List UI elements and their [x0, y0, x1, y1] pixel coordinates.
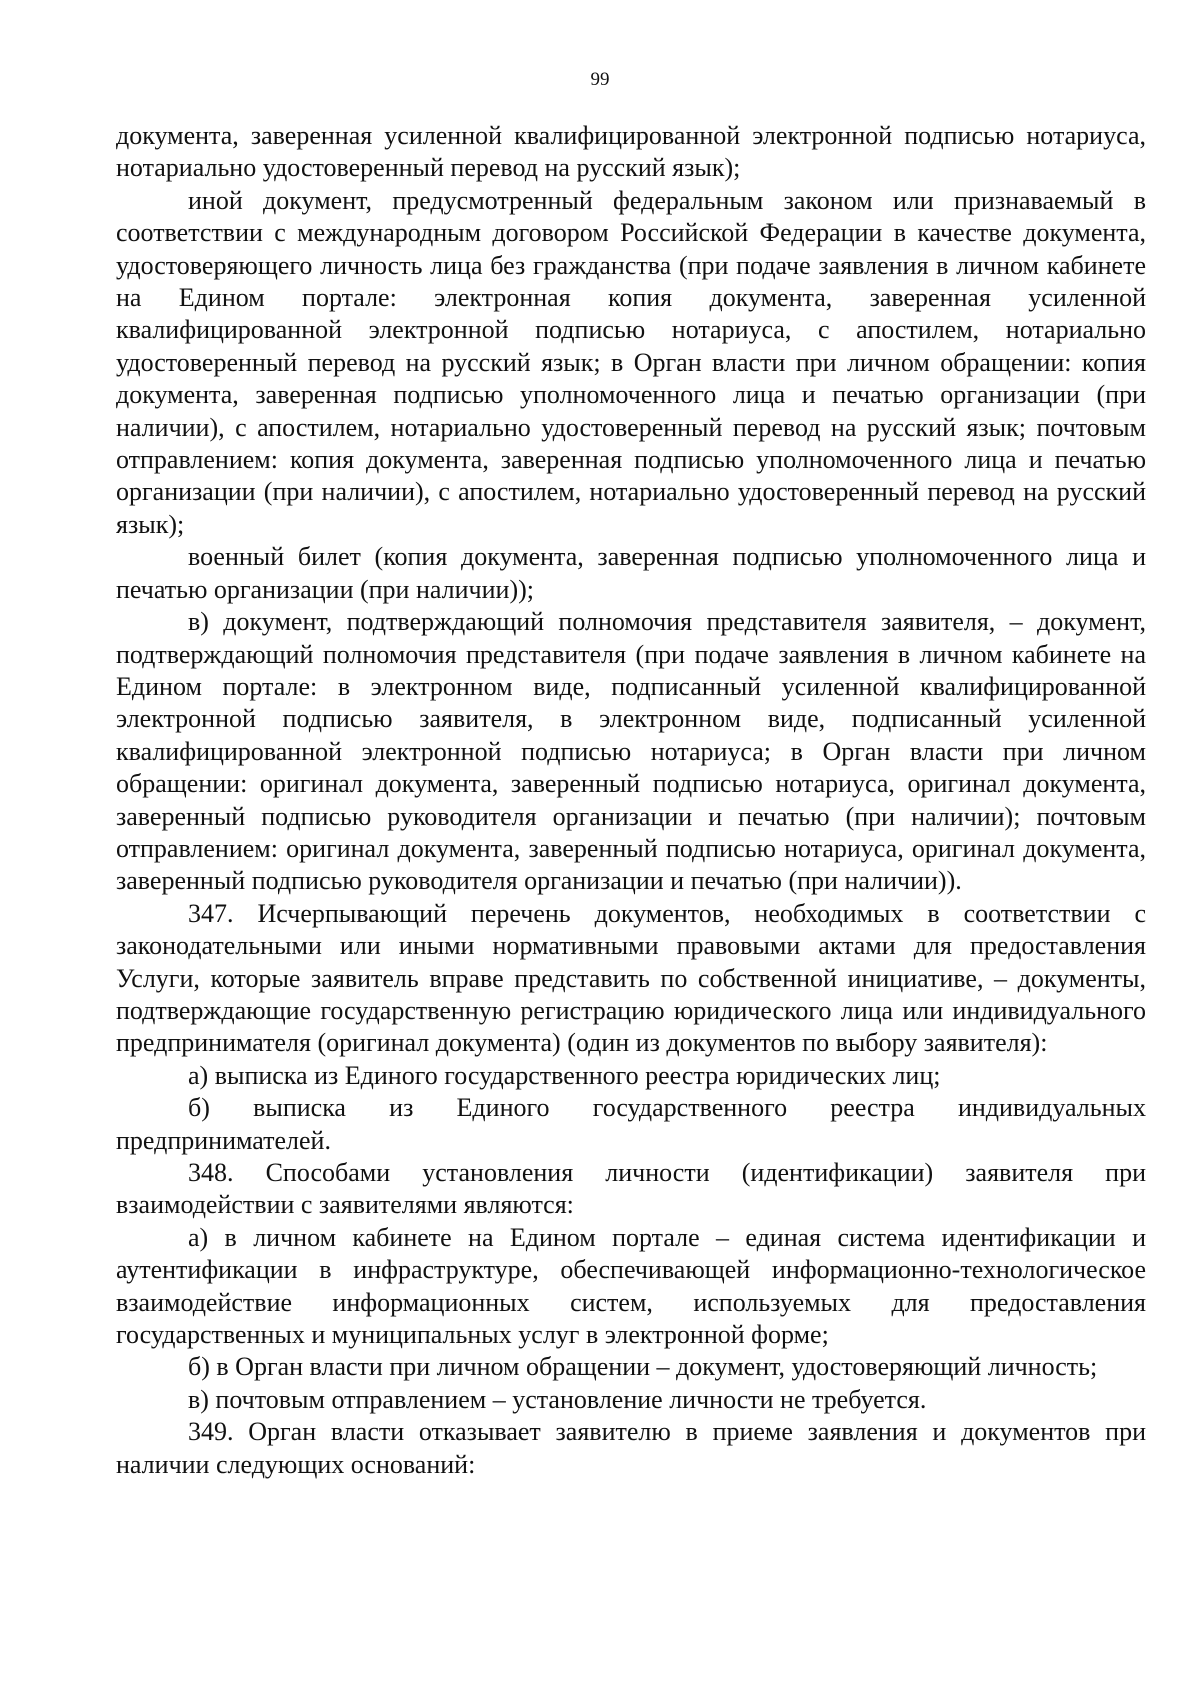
paragraph-representative-authority: в) документ, подтверждающий полномочия представителя заявителя, – документ, подтверждающий полномочия представителя (при подаче заявления в личном кабинете на Едином портале: в электронном виде, подписанный усиленной квалифицированной электронной подписью заявителя, в электронном виде, подписанный усиленной квалифицированной электронной подписью нотариуса; в Орган власти при личном обращении: оригинал документа, заверенный подписью нотариуса, оригинал документа, заверенный подписью руководителя организации и печатью (при наличии); почтовым отправлением: оригинал документа, заверенный подписью нотариуса, оригинал документа, заверенный подписью руководителя организации и печатью (при наличии)).: [116, 607, 1146, 896]
paragraph-347: 347. Исчерпывающий перечень документов, необходимых в соответствии с законодательными или иными нормативными правовыми актами для предоставления Услуги, которые заявитель вправе представить по собственной инициативе, – документы, подтверждающие государственную регистрацию юридического лица или индивидуального предпринимателя (оригинал документа) (один из документов по выбору заявителя):: [116, 898, 1146, 1058]
paragraph-347-b: б) выписка из Единого государственного реестра индивидуальных предпринимателей.: [116, 1093, 1146, 1155]
paragraph-348-a: а) в личном кабинете на Едином портале – единая система идентификации и аутентификации в инфраструктуре, обеспечивающей информационно-технологическое взаимодействие информационных систем, используемых для предоставления государственных и муниципальных услуг в электронной форме;: [116, 1222, 1146, 1350]
paragraph-military-id: военный билет (копия документа, заверенная подписью уполномоченного лица и печатью организации (при наличии));: [116, 542, 1146, 604]
paragraph-348-c: в) почтовым отправлением – установление личности не требуется.: [188, 1384, 927, 1414]
paragraph-348: 348. Способами установления личности (идентификации) заявителя при взаимодействии с заявителями являются:: [116, 1158, 1146, 1220]
paragraph-continuation: документа, заверенная усиленной квалифицированной электронной подписью нотариуса, нотариально удостоверенный перевод на русский язык);: [116, 121, 1146, 183]
page-number: 99: [590, 69, 610, 90]
document-body: [116, 120, 1146, 1481]
paragraph-other-document: иной документ, предусмотренный федеральным законом или признаваемый в соответствии с международным договором Российской Федерации в качестве документа, удостоверяющего личность лица без гражданства (при подаче заявления в личном кабинете на Едином портале: электронная копия документа, заверенная усиленной квалифицированной электронной подписью нотариуса, с апостилем, нотариально удостоверенный перевод на русский язык; в Орган власти при личном обращении: копия документа, заверенная подписью уполномоченного лица и печатью организации (при наличии), с апостилем, нотариально удостоверенный перевод на русский язык; почтовым отправлением: копия документа, заверенная подписью уполномоченного лица и печатью организации (при наличии), с апостилем, нотариально удостоверенный перевод на русский язык);: [116, 185, 1146, 539]
paragraph-348-b: б) в Орган власти при личном обращении – документ, удостоверяющий личность;: [188, 1352, 1098, 1382]
paragraph-349: 349. Орган власти отказывает заявителю в приеме заявления и документов при наличии следующих оснований:: [116, 1417, 1146, 1479]
paragraph-347-a: а) выписка из Единого государственного реестра юридических лиц;: [188, 1060, 941, 1090]
